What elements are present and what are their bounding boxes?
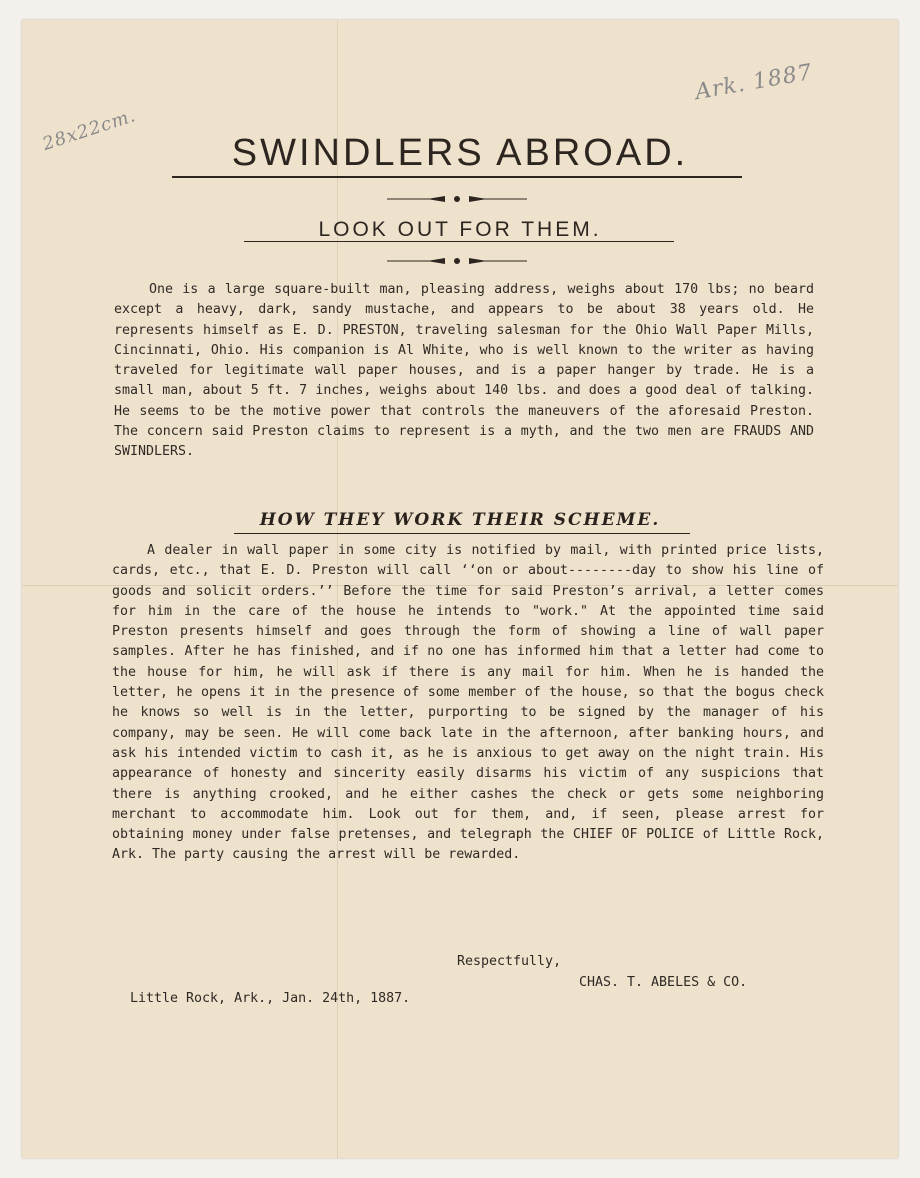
signature-text: CHAS. T. ABELES & CO. [579, 975, 748, 990]
subtitle-underline [244, 241, 674, 242]
section-heading: HOW THEY WORK THEIR SCHEME. [259, 510, 661, 530]
ornament-divider-bottom [387, 257, 527, 265]
document-subtitle: LOOK OUT FOR THEM. [318, 218, 602, 241]
closing-text: Respectfully, [457, 954, 562, 969]
section-heading-underline [234, 533, 690, 534]
pencil-note-date: Ark. 1887 [693, 59, 815, 106]
ornament-divider-top [387, 195, 527, 203]
pencil-note-size: 28x22cm. [40, 105, 139, 155]
place-date-text: Little Rock, Ark., Jan. 24th, 1887. [130, 991, 411, 1006]
title-underline [172, 176, 742, 178]
description-paragraph: One is a large square-built man, pleasing address, weighs about 170 lbs; no beard except a heavy, dark, sandy mustache, and appears to be about 38 years old. He represents himself as E. D. PRESTON, traveling salesman for the Ohio Wall Paper Mills, Cincinnati, Ohio. His companion is Al White, who is well known to the writer as having traveled for legitimate wall paper houses, and is a paper hanger by trade. He is a small man, about 5 ft. 7 inches, weighs about 140 lbs. and does a good deal of talking. He seems to be the motive power that controls the maneuvers of the aforesaid Preston. The concern said Preston claims to represent is a myth, and the two men are FRAUDS AND SWINDLERS. [114, 282, 814, 460]
scheme-paragraph: A dealer in wall paper in some city is notified by mail, with printed price lists, cards, etc., that E. D. Preston will call ‘‘on or about--------day to show his line of goods and solicit orders.’’ Before the time for said Preston’s arrival, a letter comes for him in the care of the house he intends to "work." At the appointed time said Preston presents himself and goes through the form of showing a line of wall paper samples. After he has finished, and if no one has informed him that a letter had come to the house for him, he will ask if there is any mail for him. When he is handed the letter, he opens it in the presence of some member of the house, so that the bogus check he knows so well is in the letter, purporting to be signed by the manager of his company, may be seen. He will come back late in the afternoon, after banking hours, and ask his intended victim to cash it, as he is anxious to get away on the night train. His appearance of honesty and sincerity easily disarms his victim of any suspicions that there is anything crooked, and he either cashes the check or gets some neighboring merchant to accommodate him. Look out for them, and, if seen, please arrest for obtaining money under false pretenses, and telegraph the CHIEF OF POLICE of Little Rock, Ark. The party causing the arrest will be rewarded. [112, 543, 824, 863]
document-sheet [22, 20, 898, 1158]
document-title: SWINDLERS ABROAD. [231, 132, 689, 174]
